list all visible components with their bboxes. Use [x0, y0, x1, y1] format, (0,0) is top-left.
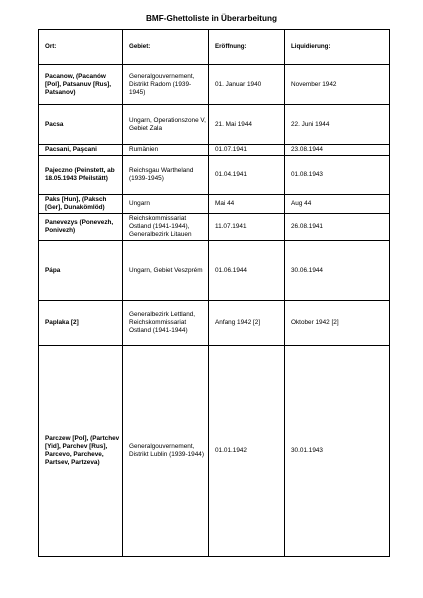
cell-liquidierung: 30.06.1944 — [285, 241, 390, 301]
cell-liquidierung: 01.08.1943 — [285, 156, 390, 195]
table-header-row — [39, 30, 390, 65]
table-row — [39, 241, 390, 301]
table-row — [39, 65, 390, 105]
cell-liquidierung: Aug 44 — [285, 195, 390, 214]
cell-eroeffnung: 21. Mai 1944 — [209, 105, 285, 145]
cell-gebiet: Generalbezirk Lettland, Reichskommissariat Ostland (1941-1944) — [123, 301, 209, 346]
cell-ort: Paks [Hun], (Paksch [Ger], Dunakömlöd) — [39, 195, 123, 214]
ghetto-table — [38, 29, 390, 557]
table-row — [39, 145, 390, 156]
cell-liquidierung: 22. Juni 1944 — [285, 105, 390, 145]
cell-liquidierung: November 1942 — [285, 65, 390, 105]
cell-eroeffnung: 01.07.1941 — [209, 145, 285, 156]
table-row — [39, 346, 390, 557]
cell-ort: Paplaka [2] — [39, 301, 123, 346]
cell-gebiet: Generalgouvernement, Distrikt Radom (1939-1945) — [123, 65, 209, 105]
header-gebiet: Gebiet: — [123, 30, 209, 65]
cell-ort: Panevezys (Ponevezh, Ponivezh) — [39, 214, 123, 241]
cell-gebiet: Reichsgau Wartheland (1939-1945) — [123, 156, 209, 195]
cell-eroeffnung: 11.07.1941 — [209, 214, 285, 241]
cell-ort: Pacsani, Paşcani — [39, 145, 123, 156]
cell-gebiet: Generalgouvernement, Distrikt Lublin (1939-1944) — [123, 346, 209, 557]
cell-gebiet: Rumänien — [123, 145, 209, 156]
cell-eroeffnung: 01.04.1941 — [209, 156, 285, 195]
cell-gebiet: Reichskommissariat Ostland (1941-1944), Generalbezirk Litauen — [123, 214, 209, 241]
cell-gebiet: Ungarn, Operationszone V, Gebiet Zala — [123, 105, 209, 145]
cell-liquidierung: 23.08.1944 — [285, 145, 390, 156]
cell-eroeffnung: Anfang 1942 [2] — [209, 301, 285, 346]
cell-liquidierung: 26.08.1941 — [285, 214, 390, 241]
cell-liquidierung: Oktober 1942 [2] — [285, 301, 390, 346]
cell-eroeffnung: Mai 44 — [209, 195, 285, 214]
cell-gebiet: Ungarn — [123, 195, 209, 214]
cell-ort: Pápa — [39, 241, 123, 301]
cell-eroeffnung: 01.06.1944 — [209, 241, 285, 301]
cell-eroeffnung: 01.01.1942 — [209, 346, 285, 557]
header-liquidierung: Liquidierung: — [285, 30, 390, 65]
cell-ort: Pacanow, (Pacanów [Pol], Patsanuv [Rus], Patsanov) — [39, 65, 123, 105]
cell-gebiet: Ungarn, Gebiet Veszprém — [123, 241, 209, 301]
table-row — [39, 156, 390, 195]
table-row — [39, 195, 390, 214]
table-row — [39, 214, 390, 241]
page-title: BMF-Ghettoliste in Überarbeitung — [146, 14, 277, 23]
table-row — [39, 301, 390, 346]
header-eroeffnung: Eröffnung: — [209, 30, 285, 65]
cell-eroeffnung: 01. Januar 1940 — [209, 65, 285, 105]
cell-ort: Parczew [Pol], (Partchev [Yid], Parchev [Rus], Parcevo, Parcheve, Partsev, Partzeva) — [39, 346, 123, 557]
cell-ort: Pacsa — [39, 105, 123, 145]
cell-liquidierung: 30.01.1943 — [285, 346, 390, 557]
header-ort: Ort: — [39, 30, 123, 65]
table-row — [39, 105, 390, 145]
cell-ort: Pajeczno (Peinstett, ab 18.05.1943 Pfeilstätt) — [39, 156, 123, 195]
